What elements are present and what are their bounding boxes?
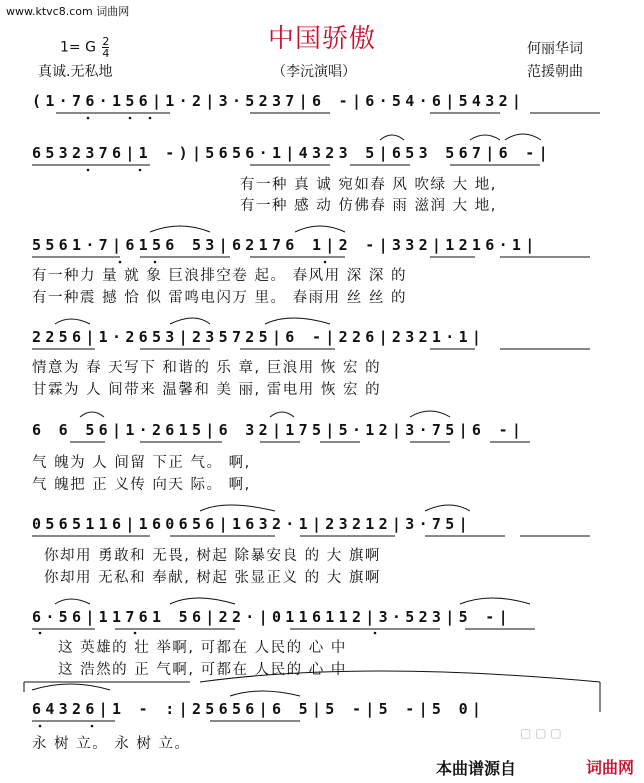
notation-row-6: 0565116|160656|1632·1|23212|3·75| xyxy=(32,515,472,533)
lyrics-row-2-verse-2: 有一种 感 动 仿佛春 雨 滋润 大 地, xyxy=(240,198,497,214)
notation-row-7: 6·56|11761 56|22·|0116112|3·523|5 -| xyxy=(32,608,512,626)
lyrics-row-5-verse-1: 气 魄为 人 间留 下正 气。 啊, xyxy=(32,455,251,471)
tempo-mood: 真诚.无私地 xyxy=(38,64,113,80)
lyrics-row-2-verse-1: 有一种 真 诚 宛如春 风 吹绿 大 地, xyxy=(240,177,497,193)
site-watermark: www.ktvc8.com 词曲网 xyxy=(6,5,130,18)
footer-brand-logo: 词曲网 xyxy=(586,758,635,777)
lyrics-row-7-verse-1: 这 英雄的 壮 举啊, 可都在 人民的 心 中 xyxy=(58,640,347,656)
composer-credit: 范援朝曲 xyxy=(527,64,583,80)
notation-row-3: 5561·7|6156 53|62176 1|2 -|332|1216·1| xyxy=(32,236,539,254)
notation-row-1: (1·76·156|1·2|3·5237|6 -|6·54·6|5432| xyxy=(32,92,526,110)
notation-row-8: 64326|1 - :|25656|6 5|5 -|5 -|5 0| xyxy=(32,700,486,718)
lyrics-row-3-verse-2: 有一种震 撼 恰 似 雷鸣电闪万 里。 春雨用 丝 丝 的 xyxy=(32,290,407,306)
lyrics-row-4-verse-2: 甘霖为 人 间带来 温馨和 美 丽, 雷电用 恢 宏 的 xyxy=(32,382,382,398)
lyrics-row-3-verse-1: 有一种力 量 就 象 巨浪排空卷 起。 春风用 深 深 的 xyxy=(32,268,407,284)
lyrics-row-8: 永 树 立。 永 树 立。 xyxy=(32,736,191,752)
lyrics-row-4-verse-1: 情意为 春 天写下 和谐的 乐 章, 巨浪用 恢 宏 的 xyxy=(32,360,382,376)
notation-row-5: 6 6 56|1·2615|6 32|175|5·12|3·75|6 -| xyxy=(32,421,526,439)
key-label: 1= G xyxy=(60,39,96,56)
lyrics-row-7-verse-2: 这 浩然的 正 气啊, 可都在 人民的 心 中 xyxy=(58,662,347,678)
footer-source: 本曲谱源自 xyxy=(436,759,517,778)
lyrics-row-6-verse-2: 你却用 无私和 奉献, 树起 张显正义 的 大 旗啊 xyxy=(44,570,381,586)
time-unit: 4 xyxy=(102,47,110,60)
song-title: 中国骄傲 xyxy=(267,24,376,54)
faded-watermark-icon: ▢ ▢ ▢ xyxy=(520,726,562,740)
lyrics-row-5-verse-2: 气 魄把 正 义传 向天 际。 啊, xyxy=(32,477,251,493)
singer-credit: （李沅演唱） xyxy=(272,64,356,80)
notation-row-2: 6532376|1 -)|5656·1|4323 5|653 567|6 -| xyxy=(32,144,552,162)
lyricist-credit: 何丽华词 xyxy=(527,41,583,57)
notation-row-4: 2256|1·2653|235725|6 -|226|2321·1| xyxy=(32,328,486,346)
time-beats: 2 xyxy=(102,35,110,48)
lyrics-row-6-verse-1: 你却用 勇敢和 无畏, 树起 除暴安良 的 大 旗啊 xyxy=(44,548,381,564)
